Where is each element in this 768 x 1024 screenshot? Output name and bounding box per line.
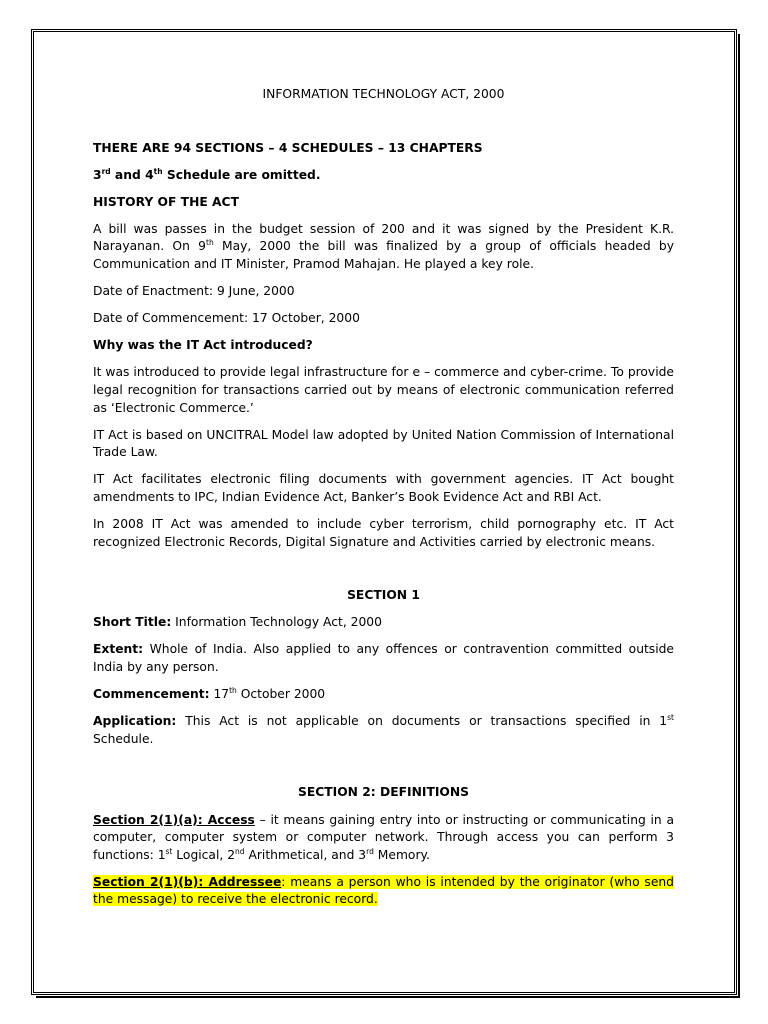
why-paragraph: IT Act is based on UNCITRAL Model law adopted by United Nation Commission of International Trade Law. [93, 427, 674, 460]
extent: Extent: Whole of India. Also applied to any offences or contravention committed outside India by any person. [93, 642, 674, 675]
definition-access: Section 2(1)(a): Access – it means gaining entry into or instructing or communicating in a computer, computer system or computer network. Through access you can perform 3 functions: 1st Logical, 2nd Arithmetical, and 3rd Memory. [93, 812, 674, 862]
history-heading: HISTORY OF THE ACT [93, 194, 239, 209]
section-1-heading: SECTION 1 [347, 588, 420, 603]
document-title: INFORMATION TECHNOLOGY ACT, 2000 [262, 87, 505, 101]
date-of-enactment: Date of Enactment: 9 June, 2000 [93, 284, 295, 299]
history-paragraph: A bill was passes in the budget session of 200 and it was signed by the President K.R. Narayanan. On 9th May, 2000 the bill was finalized by a group of officials headed by Communication and IT Minister, Pramod Mahajan. He played a key role. [93, 221, 674, 272]
definition-addressee: Section 2(1)(b): Addressee: means a person who is intended by the originator (who send the message) to receive the electronic record. [93, 874, 674, 907]
why-paragraph: It was introduced to provide legal infrastructure for e – commerce and cyber-crime. To provide legal recognition for transactions carried out by means of electronic communication referred as ‘Electronic Commerce.’ [93, 365, 674, 415]
omitted-schedules: 3rd and 4th Schedule are omitted. [93, 166, 321, 182]
section-2-heading: SECTION 2: DEFINITIONS [297, 785, 470, 800]
why-paragraph: IT Act facilitates electronic filing documents with government agencies. IT Act bought amendments to IPC, Indian Evidence Act, Banker’s Book Evidence Act and RBI Act. [93, 472, 674, 504]
why-heading: Why was the IT Act introduced? [93, 338, 313, 353]
why-paragraph: In 2008 IT Act was amended to include cyber terrorism, child pornography etc. IT Act recognized Electronic Records, Digital Signature and Activities carried by electronic means. [93, 517, 674, 549]
document-body [93, 86, 674, 919]
short-title: Short Title: Information Technology Act, 2000 [93, 615, 382, 630]
commencement: Commencement: 17th October 2000 [93, 686, 326, 702]
date-of-commencement: Date of Commencement: 17 October, 2000 [93, 311, 360, 326]
summary-line: THERE ARE 94 SECTIONS – 4 SCHEDULES – 13 CHAPTERS [93, 140, 483, 155]
application: Application: This Act is not applicable on documents or transactions specified in 1st Schedule. [93, 713, 674, 746]
